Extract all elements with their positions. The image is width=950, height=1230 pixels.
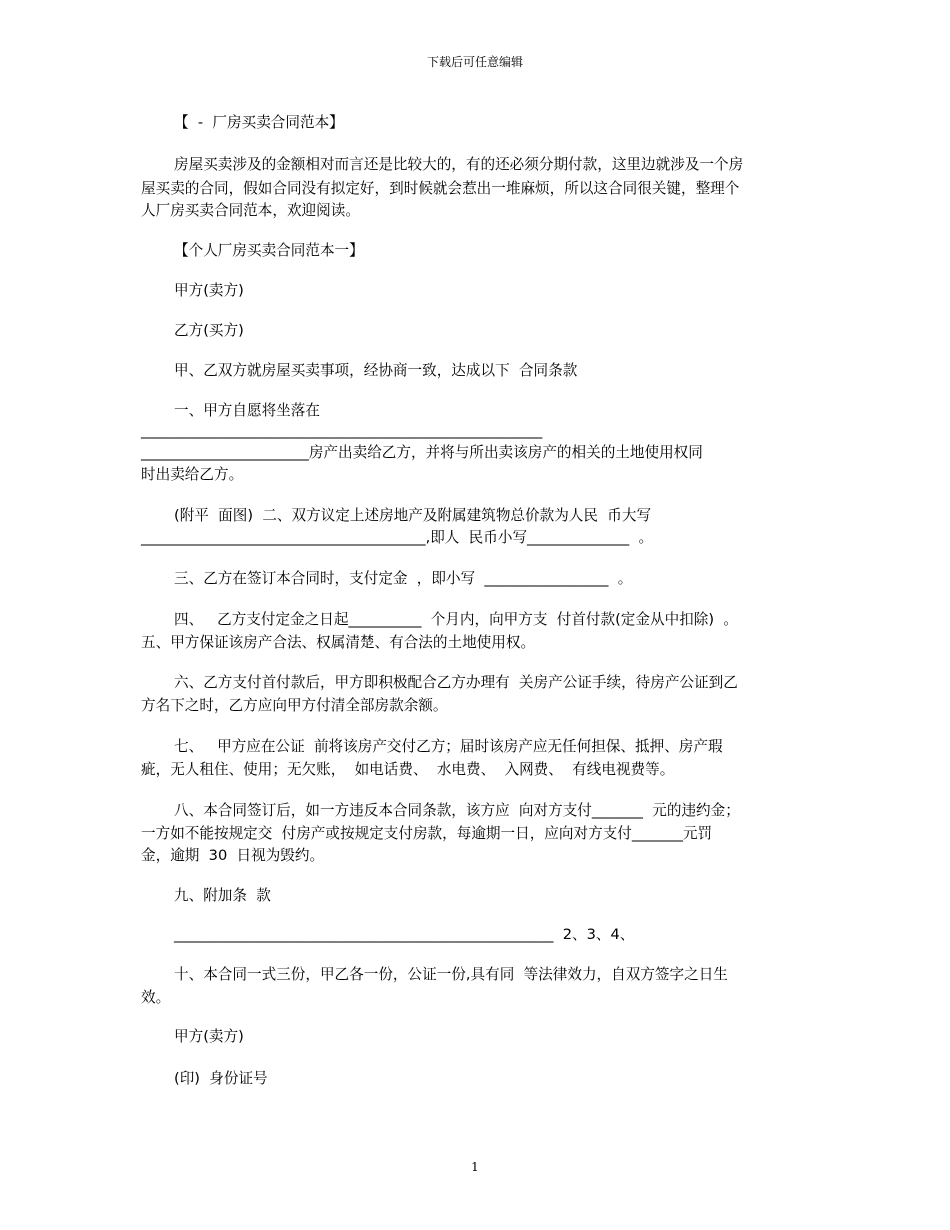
party-a: 甲方(卖方) — [174, 282, 244, 299]
clause-7-line-1: 七、 甲方应在公证 前将该房产交付乙方；届时该房产应无任何担保、抵押、房产瑕 — [174, 738, 723, 755]
clause-1-blank: _______________________________________________________ — [141, 422, 543, 439]
doc-title: 【 - 厂房买卖合同范本】 — [174, 114, 344, 131]
clause-8-line-2: 一方如不能按规定交 付房产或按规定支付房款，每逾期一日，应向对方支付_______元罚 — [141, 825, 713, 842]
intro-line-1: 房屋买卖涉及的金额相对而言还是比较大的，有的还必须分期付款，这里边就涉及一个房 — [174, 156, 744, 173]
clause-5: 五、甲方保证该房产合法、权属清楚、有合法的土地使用权。 — [141, 634, 536, 651]
intro-line-2: 屋买卖的合同，假如合同没有拟定好，到时候就会惹出一堆麻烦，所以这合同很关键，整理个 — [141, 180, 740, 197]
seal-id-number: (印) 身份证号 — [174, 1070, 268, 1087]
clause-6-line-1: 六、乙方支付首付款后，甲方即积极配合乙方办理有 关房产公证手续，待房产公证到乙 — [174, 674, 738, 691]
agreement-intro: 甲、乙双方就房屋买卖事项，经协商一致，达成以下 合同条款 — [174, 362, 578, 379]
clause-2-line-1: (附平 面图) 二、双方议定上述房地产及附属建筑物总价款为人民 币大写 — [174, 507, 652, 524]
party-b: 乙方(买方) — [174, 322, 244, 339]
clause-9-blank: ____________________________________________________ 2、3、4、 — [174, 926, 635, 943]
clause-1-line-3: 时出卖给乙方。 — [141, 466, 244, 483]
clause-9: 九、附加条 款 — [174, 887, 271, 904]
clause-7-line-2: 疵，无人租住、使用；无欠账， 如电话费、 水电费、 入网费、 有线电视费等。 — [141, 761, 675, 778]
clause-3: 三、乙方在签订本合同时，支付定金 ，即小写 _________________ 。 — [174, 570, 633, 587]
clause-2-line-2: _______________________________________,即人 民币小写______________ 。 — [141, 529, 654, 546]
clause-4: 四、 乙方支付定金之日起__________ 个月内，向甲方支 付首付款(定金从中扣除) 。 — [174, 611, 738, 628]
clause-8-line-1: 八、本合同签订后，如一方违反本合同条款，该方应 向对方支付_______ 元的违约金； — [174, 802, 740, 819]
page-number: 1 — [471, 1160, 479, 1174]
clause-1-line-2: _______________________房产出卖给乙方，并将与所出卖该房产的相关的土地使用权同 — [141, 444, 703, 461]
section-heading: 【个人厂房买卖合同范本一】 — [174, 242, 364, 259]
intro-line-3: 人厂房买卖合同范本，欢迎阅读。 — [141, 202, 360, 219]
signature-party-a: 甲方(卖方) — [174, 1028, 244, 1045]
clause-10-line-2: 效。 — [141, 989, 171, 1006]
clause-8-line-3: 金，逾期 30 日视为毁约。 — [141, 847, 325, 864]
page-header: 下载后可任意编辑 — [426, 55, 523, 69]
clause-10-line-1: 十、本合同一式三份，甲乙各一份，公证一份,具有同 等法律效力，自双方签字之日生 — [174, 966, 728, 983]
clause-6-line-2: 方名下之时，乙方应向甲方付清全部房款余额。 — [141, 697, 448, 714]
clause-1-line-1: 一、甲方自愿将坐落在 — [174, 402, 320, 419]
